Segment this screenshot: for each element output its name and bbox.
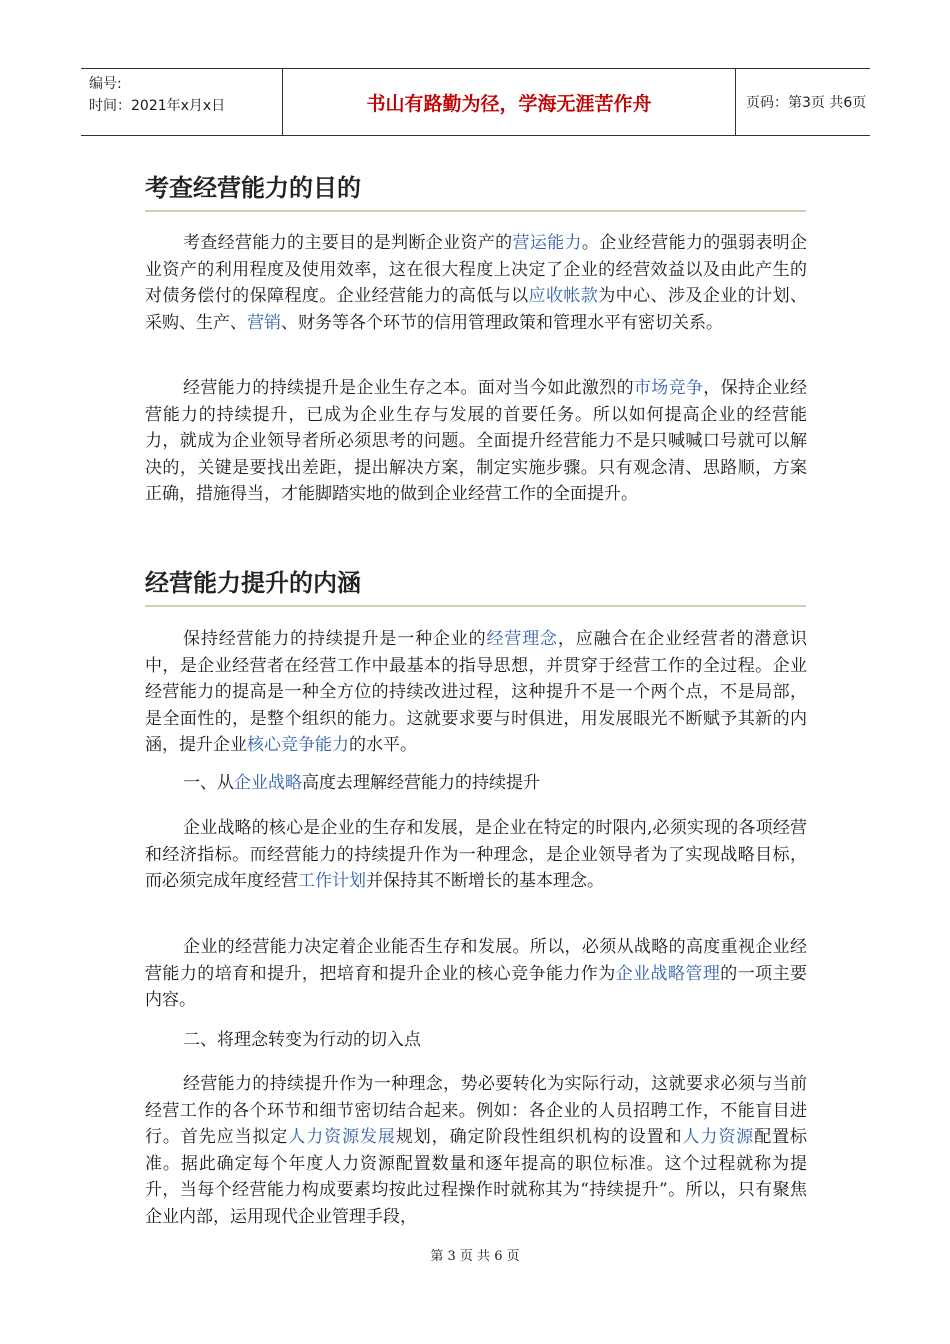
link-hr-development[interactable]: 人力资源发展	[288, 1127, 396, 1147]
link-enterprise-strategy[interactable]: 企业战略	[234, 773, 302, 793]
subheading: 二、将理念转变为行动的切入点	[183, 1030, 421, 1050]
paragraph: 经营能力的持续提升是企业生存之本。面对当今如此激烈的市场竞争，保持企业经营能力的持续提升，已成为企业生存与发展的首要任务。所以如何提高企业的经营能力，就成为企业领导者所必须思考的问题。全面提升经营能力不是只喊喊口号就可以解决的，关键是要找出差距，提出解决方案，制定实施步骤。只有观念清、思路顺，方案正确，措施得当，才能脚踏实地的做到企业经营工作的全面提升。	[145, 378, 808, 504]
link-work-plan[interactable]: 工作计划	[298, 871, 366, 891]
subheading: 一、从企业战略高度去理解经营能力的持续提升	[183, 773, 540, 793]
link-strategic-management[interactable]: 企业战略管理	[615, 963, 721, 984]
header-motto: 书山有路勤为径，学海无涯苦作舟	[282, 69, 736, 135]
link-business-philosophy[interactable]: 经营理念	[486, 629, 558, 649]
time-label: 时间：2021年x月x日	[89, 98, 226, 114]
page-header	[81, 68, 870, 136]
paragraph: 保持经营能力的持续提升是一种企业的经营理念，应融合在企业经营者的潜意识中，是企业经营者在经营工作中最基本的指导思想，并贯穿于经营工作的全过程。企业经营能力的提高是一种全方位的持续改进过程，这种提升不是一个两个点，不是局部，是全面性的，是整个组织的能力。这就要求要与时俱进，用发展眼光不断赋予其新的内涵，提升企业核心竞争能力的水平。	[145, 629, 808, 755]
paragraph: 经营能力的持续提升作为一种理念，势必要转化为实际行动，这就要求必须与当前经营工作的各个环节和细节密切结合起来。例如：各企业的人员招聘工作，不能盲目进行。首先应当拟定人力资源发展规划，确定阶段性组织机构的设置和人力资源配置标准。据此确定每个年度人力资源配置数量和逐年提高的职位标准。这个过程就称为提升，当每个经营能力构成要素均按此过程操作时就称其为“持续提升”。所以，只有聚焦企业内部，运用现代企业管理手段，	[145, 1074, 808, 1227]
link-core-competitiveness[interactable]: 核心竞争能力	[247, 735, 349, 755]
section-title: 考查经营能力的目的	[145, 174, 361, 202]
paragraph: 企业战略的核心是企业的生存和发展，是企业在特定的时限内,必须实现的各项经营和经济指标。而经营能力的持续提升作为一种理念，是企业领导者为了实现战略目标，而必须完成年度经营工作计划并保持其不断增长的基本理念。	[145, 818, 807, 891]
header-meta	[81, 69, 282, 135]
section-divider	[145, 605, 806, 607]
link-human-resources[interactable]: 人力资源	[682, 1127, 755, 1147]
header-page-info: 页码：第3页 共6页	[746, 95, 867, 111]
paragraph: 企业的经营能力决定着企业能否生存和发展。所以，必须从战略的高度重视企业经营能力的培育和提升，把培育和提升企业的核心竞争能力作为企业战略管理的一项主要内容。	[145, 937, 808, 1010]
page-footer: 第 3 页 共 6 页	[430, 1249, 520, 1264]
link-market-competition[interactable]: 市场竞争	[633, 378, 704, 398]
paragraph: 考查经营能力的主要目的是判断企业资产的营运能力。企业经营能力的强弱表明企业资产的利用程度及使用效率，这在很大程度上决定了企业的经营效益以及由此产生的对债务偿付的保障程度。企业经营能力的高低与以应收帐款为中心、涉及企业的计划、采购、生产、营销、财务等各个环节的信用管理政策和管理水平有密切关系。	[145, 233, 808, 333]
section-divider	[145, 210, 806, 212]
number-label: 编号:	[89, 76, 122, 92]
link-marketing[interactable]: 营销	[247, 312, 281, 333]
link-operating-capacity[interactable]: 营运能力	[512, 233, 582, 253]
link-accounts-receivable[interactable]: 应收帐款	[528, 286, 599, 306]
section-title: 经营能力提升的内涵	[145, 569, 361, 597]
